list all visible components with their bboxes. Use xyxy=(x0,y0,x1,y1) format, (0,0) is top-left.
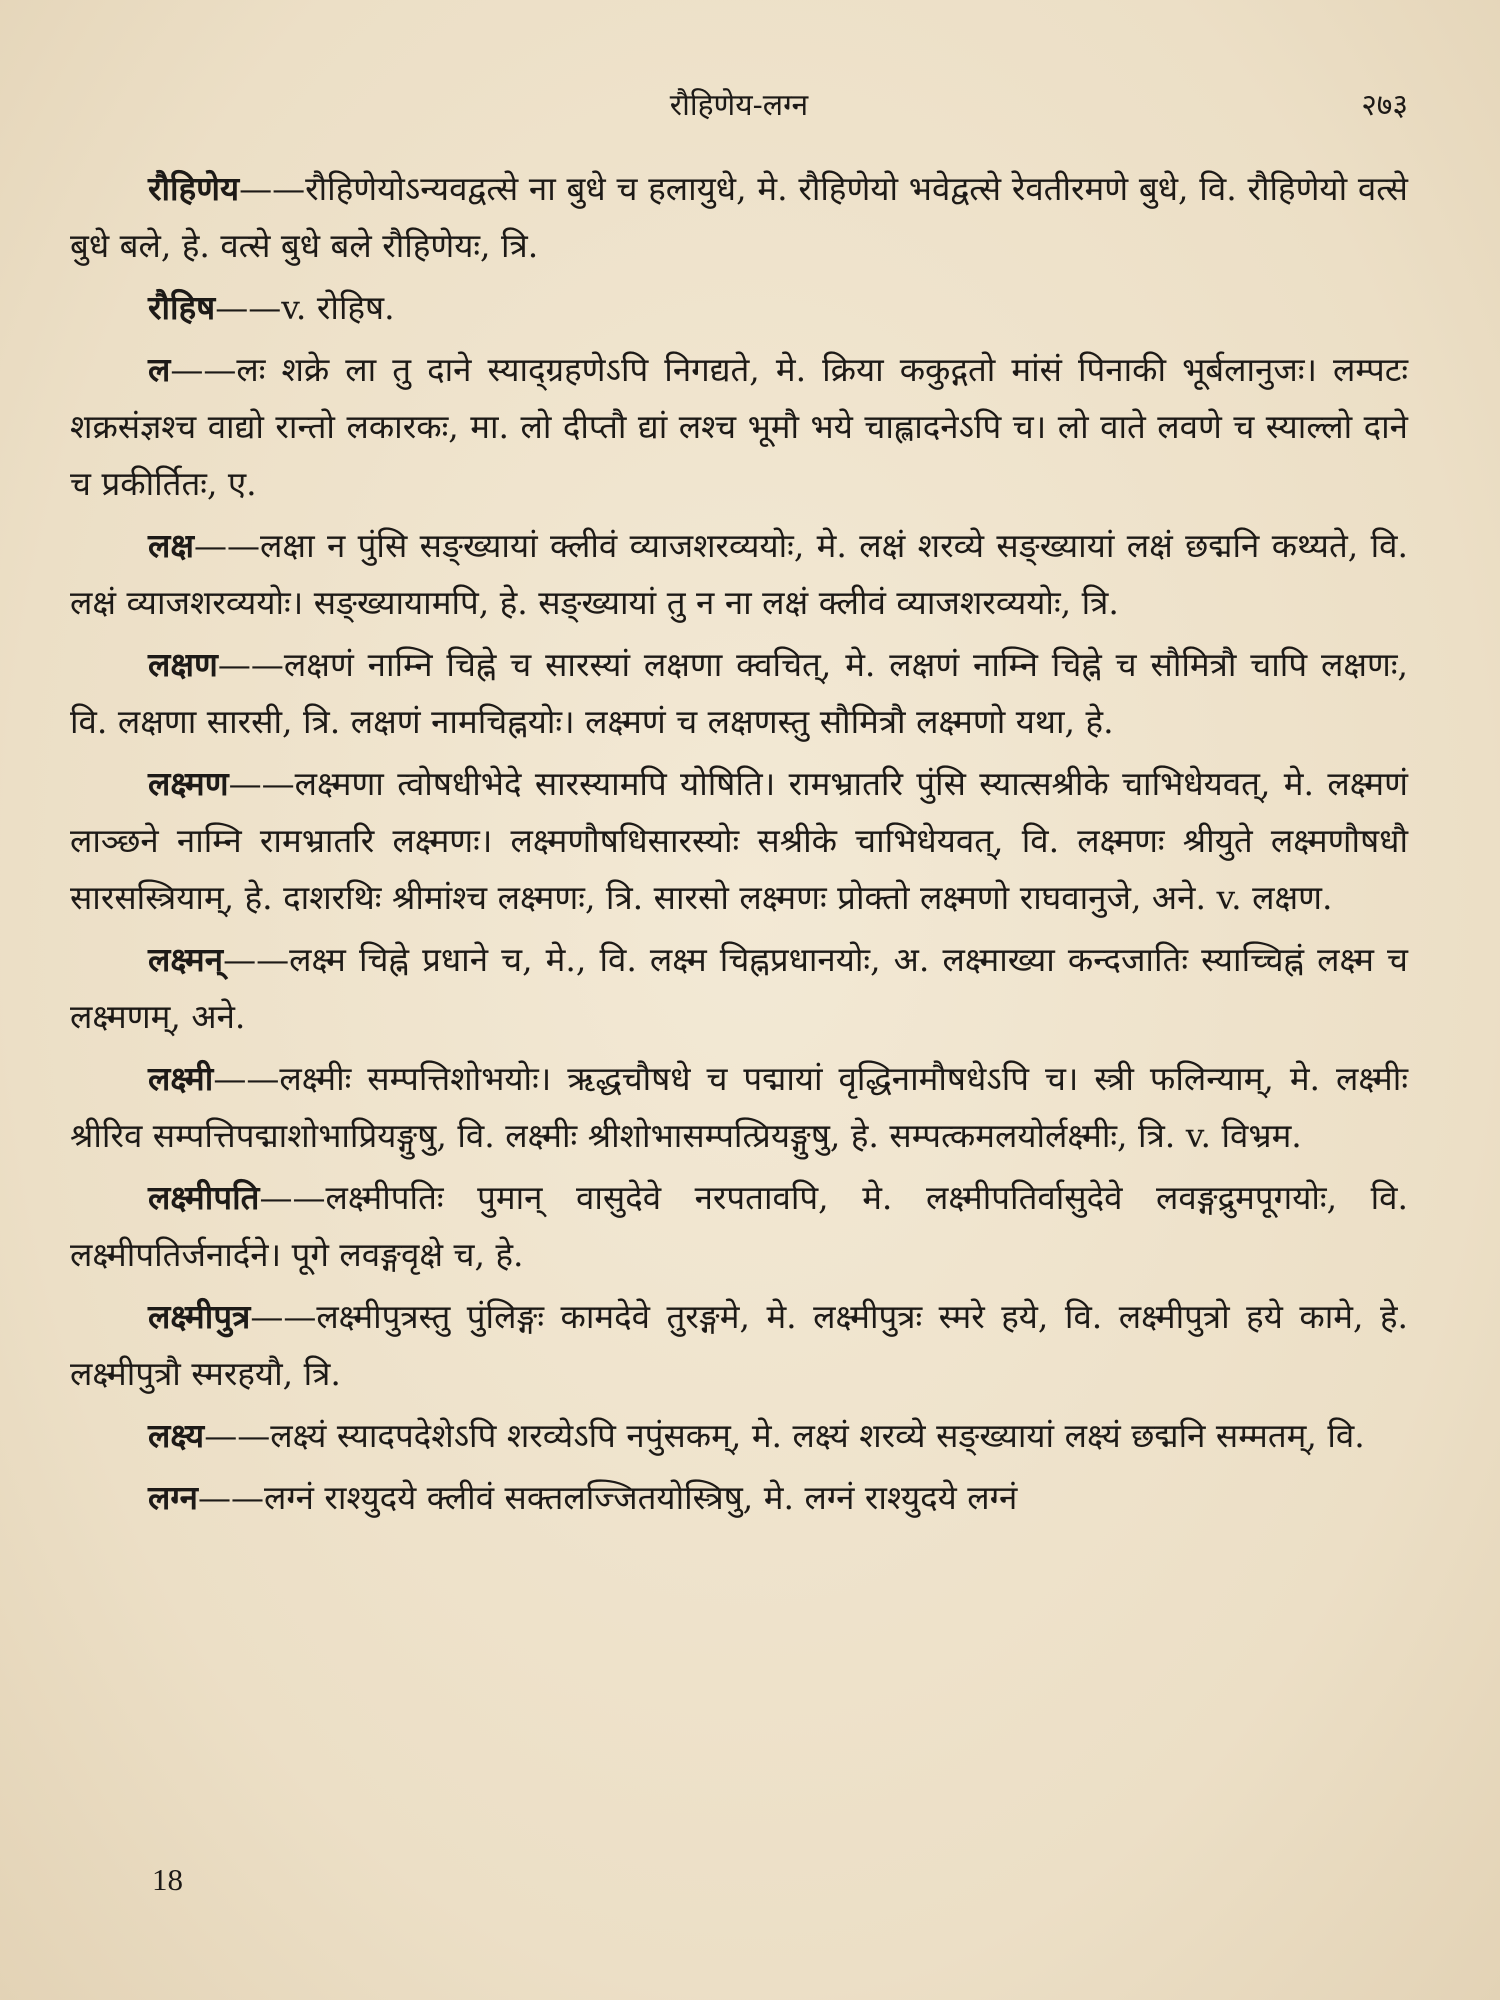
entry xyxy=(70,1169,1408,1283)
entry xyxy=(70,279,1408,336)
entry-text: ——लग्नं राश्युदये क्लीवं सक्तलज्जितयोस्त्रिषु, मे. लग्नं राश्युदये लग्नं xyxy=(197,1478,1018,1517)
entry-text: ——लक्ष्यं स्यादपदेशेऽपि शरव्येऽपि नपुंसकम्, मे. लक्ष्यं शरव्ये सङ्ख्यायां लक्ष्यं छद्मनि सम्मतम्, वि. xyxy=(204,1416,1365,1455)
entry xyxy=(70,931,1408,1045)
entry-text: ——लक्षणं नाम्नि चिह्ने च सारस्यां लक्षणा क्वचित्, मे. लक्षणं नाम्नि चिह्ने च सौमित्रौ चापि लक्षणः, वि. लक्षणा सारसी, त्रि. लक्षणं नामचिह्नयोः। लक्ष्मणं च लक्षणस्तु सौमित्रौ लक्ष्मणो यथा, हे. xyxy=(70,645,1408,741)
headword: लक्ष xyxy=(148,526,195,565)
headword: लक्षण xyxy=(148,645,218,684)
entry-text: ——रौहिणेयोऽन्यवद्वत्से ना बुधे च हलायुधे, मे. रौहिणेयो भवेद्वत्से रेवतीरमणे बुधे, वि. रौहिणेयो वत्से बुधे बले, हे. वत्से बुधे बले रौहिणेयः, त्रि. xyxy=(70,169,1408,265)
entry-text: ——लक्ष्मीपुत्रस्तु पुंलिङ्गः कामदेवे तुरङ्गमे, मे. लक्ष्मीपुत्रः स्मरे हये, वि. लक्ष्मीपुत्रो हये कामे, हे. लक्ष्मीपुत्रौ स्मरहयौ, त्रि. xyxy=(70,1297,1408,1393)
headword: लक्ष्य xyxy=(148,1416,205,1455)
entry xyxy=(70,1469,1408,1526)
headword: रौहिष xyxy=(148,288,216,327)
headword: लक्ष्मी xyxy=(148,1059,214,1098)
entry xyxy=(70,1050,1408,1164)
headword: लक्ष्मन् xyxy=(148,940,224,979)
entry-text: ——लः शक्रे ला तु दाने स्याद्ग्रहणेऽपि निगद्यते, मे. क्रिया ककुद्गतो मांसं पिनाकी भूर्बलानुजः। लम्पटः शक्रसंज्ञश्च वाद्यो रान्तो लकारकः, मा. लो दीप्तौ द्यां लश्च भूमौ भये चाह्लादनेऽपि च। लो वाते लवणे च स्याल्लो दाने च प्रकीर्तितः, ए. xyxy=(70,350,1408,503)
headword: लक्ष्मीपुत्र xyxy=(148,1297,251,1336)
entry-text: ——लक्ष्म चिह्ने प्रधाने च, मे., वि. लक्ष्म चिह्नप्रधानयोः, अ. लक्ष्माख्या कन्दजातिः स्याच्चिह्नं लक्ष्म च लक्ष्मणम्, अने. xyxy=(70,940,1408,1036)
headword: ल xyxy=(148,350,171,389)
running-head xyxy=(70,80,1408,132)
entry xyxy=(70,160,1408,274)
entry xyxy=(70,636,1408,750)
running-title: रौहिणेय-लग्न xyxy=(669,88,809,123)
entry-text: ——लक्ष्मणा त्वोषधीभेदे सारस्यामपि योषिति। रामभ्रातरि पुंसि स्यात्सश्रीके चाभिधेयवत्, मे. लक्ष्मणं लाञ्छने नाम्नि रामभ्रातरि लक्ष्मणः। लक्ष्मणौषधिसारस्योः सश्रीके चाभिधेयवत्, वि. लक्ष्मणः श्रीयुते लक्ष्मणौषधौ सारसस्त्रियाम्, हे. दाशरथिः श्रीमांश्च लक्ष्मणः, त्रि. सारसो लक्ष्मणः प्रोक्तो लक्ष्मणो राघवानुजे, अने. v. लक्षण. xyxy=(70,764,1408,917)
headword: रौहिणेय xyxy=(148,169,240,208)
entry-text: ——लक्ष्मीः सम्पत्तिशोभयोः। ऋद्धचौषधे च पद्मायां वृद्धिनामौषधेऽपि च। स्त्री फलिन्याम्, मे. लक्ष्मीः श्रीरिव सम्पत्तिपद्माशोभाप्रियङ्गुषु, वि. लक्ष्मीः श्रीशोभासम्पत्प्रियङ्गुषु, हे. सम्पत्कमलयोर्लक्ष्मीः, त्रि. v. विभ्रम. xyxy=(70,1059,1408,1155)
entry-text: ——v. रोहिष. xyxy=(215,288,395,327)
entry xyxy=(70,1288,1408,1402)
headword: लग्न xyxy=(148,1478,198,1517)
signature-mark: 18 xyxy=(152,1862,183,1897)
entries xyxy=(70,160,1408,1526)
page-number: २७३ xyxy=(1361,88,1408,123)
headword: लक्ष्मीपति xyxy=(148,1178,260,1217)
headword: लक्ष्मण xyxy=(148,764,229,803)
entry xyxy=(70,755,1408,926)
entry xyxy=(70,341,1408,512)
entry xyxy=(70,1407,1408,1464)
entry-text: ——लक्ष्मीपतिः पुमान् वासुदेवे नरपतावपि, मे. लक्ष्मीपतिर्वासुदेवे लवङ्गद्रुमपूगयोः, वि. लक्ष्मीपतिर्जनार्दने। पूगे लवङ्गवृक्षे च, हे. xyxy=(70,1178,1408,1274)
entry xyxy=(70,517,1408,631)
entry-text: ——लक्षा न पुंसि सङ्ख्यायां क्लीवं व्याजशरव्ययोः, मे. लक्षं शरव्ये सङ्ख्यायां लक्षं छद्मनि कथ्यते, वि. लक्षं व्याजशरव्ययोः। सङ्ख्यायामपि, हे. सङ्ख्यायां तु न ना लक्षं क्लीवं व्याजशरव्ययोः, त्रि. xyxy=(70,526,1408,622)
